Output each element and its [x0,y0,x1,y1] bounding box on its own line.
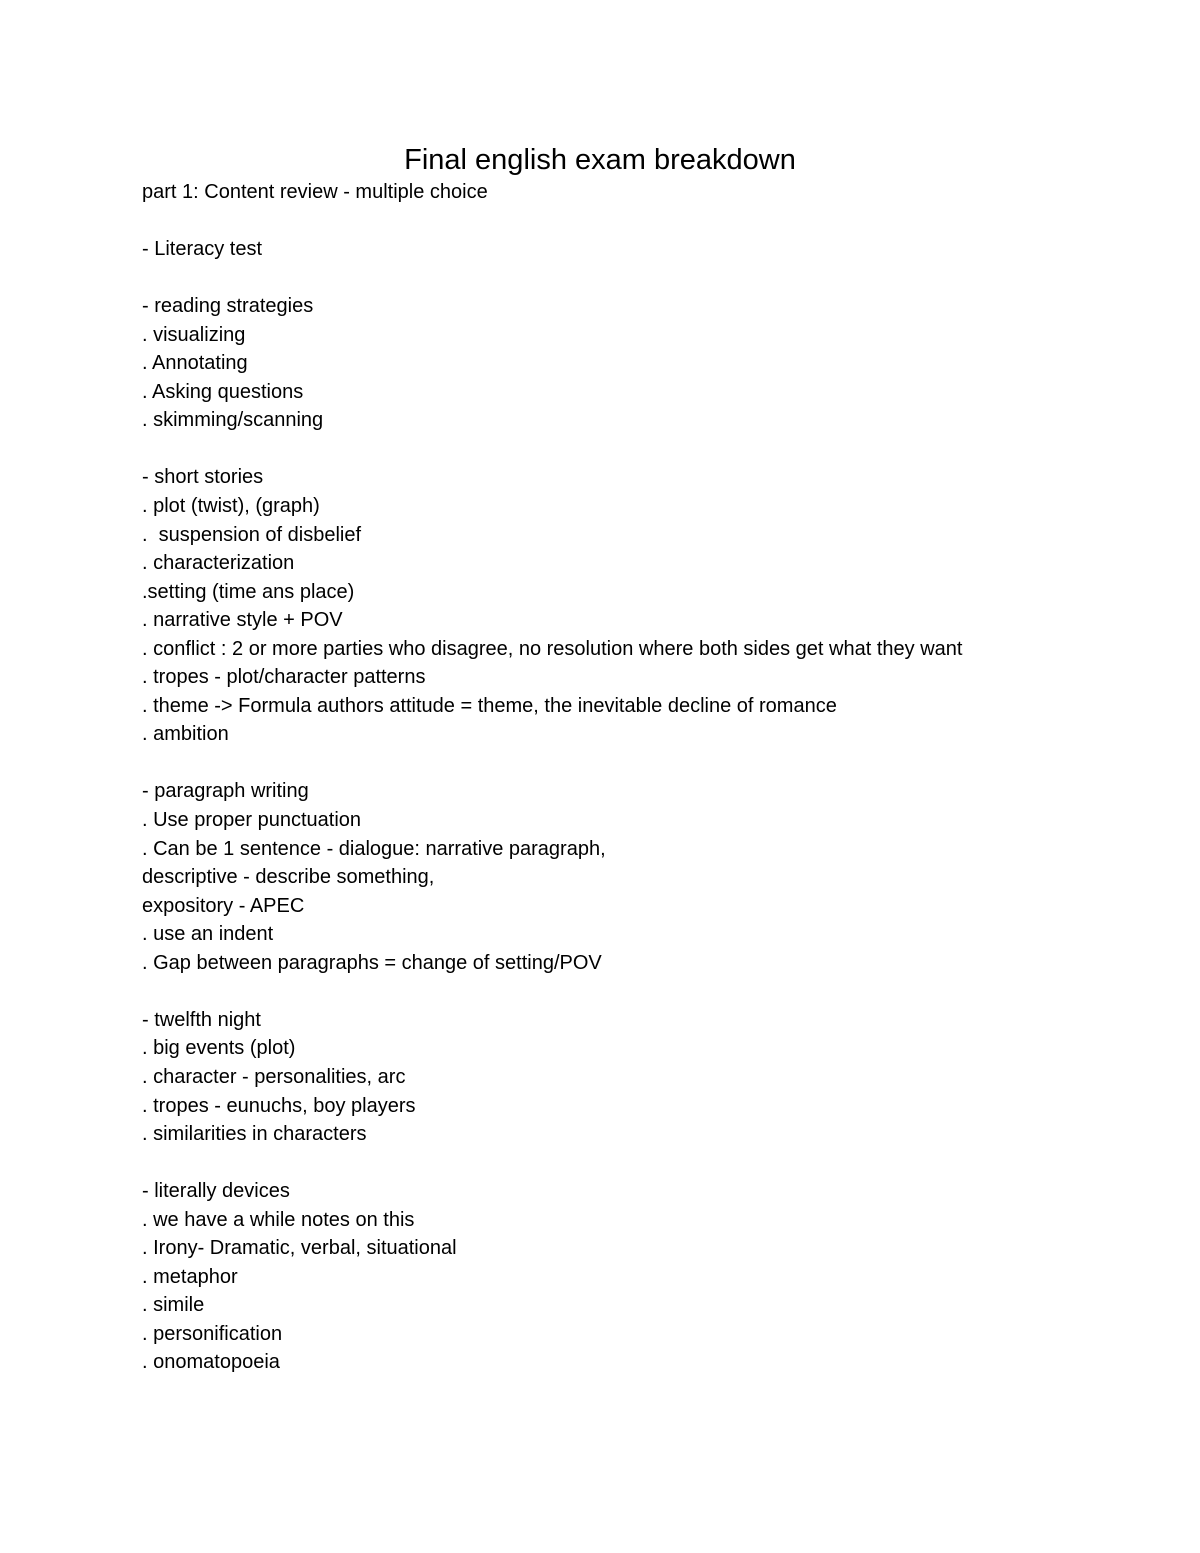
text-line: . theme -> Formula authors attitude = theme, the inevitable decline of romance [142,694,837,717]
text-line: . plot (twist), (graph) [142,495,320,518]
text-line: . metaphor [142,1265,238,1288]
text-line [142,207,1142,236]
text-line: . simile [142,1294,205,1317]
text-line: .setting (time ans place) [142,580,355,603]
text-line [142,435,1142,464]
text-line: . big events (plot) [142,1037,296,1060]
text-line [142,977,1142,1006]
text-line: . narrative style + POV [142,609,343,632]
text-line: - literally devices [142,1180,290,1203]
text-line: - reading strategies [142,295,314,318]
text-line: . Can be 1 sentence - dialogue: narrative paragraph, [142,837,606,860]
text-line [142,749,1142,778]
text-line: . Gap between paragraphs = change of setting/POV [142,951,602,974]
text-line: . characterization [142,552,295,575]
text-line: . skimming/scanning [142,409,324,432]
text-line: . suspension of disbelief [142,523,362,546]
text-line: . personification [142,1322,283,1345]
text-line: . character - personalities, arc [142,1065,406,1088]
text-line: - short stories [142,466,264,489]
text-line: . Irony- Dramatic, verbal, situational [142,1237,457,1260]
notes-body [142,178,1142,1377]
text-line [142,1149,1142,1178]
page-title: Final english exam breakdown [404,144,796,176]
text-line: - paragraph writing [142,780,309,803]
text-line: . similarities in characters [142,1123,367,1146]
text-line: . onomatopoeia [142,1351,280,1374]
text-line: . we have a while notes on this [142,1208,415,1231]
text-line: . use an indent [142,923,274,946]
text-line: part 1: Content review - multiple choice [142,181,488,203]
text-line: . conflict : 2 or more parties who disagree, no resolution where both sides get what they want [142,637,963,660]
text-line: expository - APEC [142,894,305,917]
text-line: . visualizing [142,323,246,346]
text-line: . Asking questions [142,380,304,403]
text-line: - twelfth night [142,1008,261,1031]
text-line: . ambition [142,723,229,746]
text-line: . Use proper punctuation [142,809,362,832]
text-line: . Annotating [142,352,248,375]
text-line: descriptive - describe something, [142,866,435,889]
text-line: . tropes - plot/character patterns [142,666,426,689]
text-line: . tropes - eunuchs, boy players [142,1094,416,1117]
text-line: - Literacy test [142,238,263,261]
text-line [142,264,1142,293]
